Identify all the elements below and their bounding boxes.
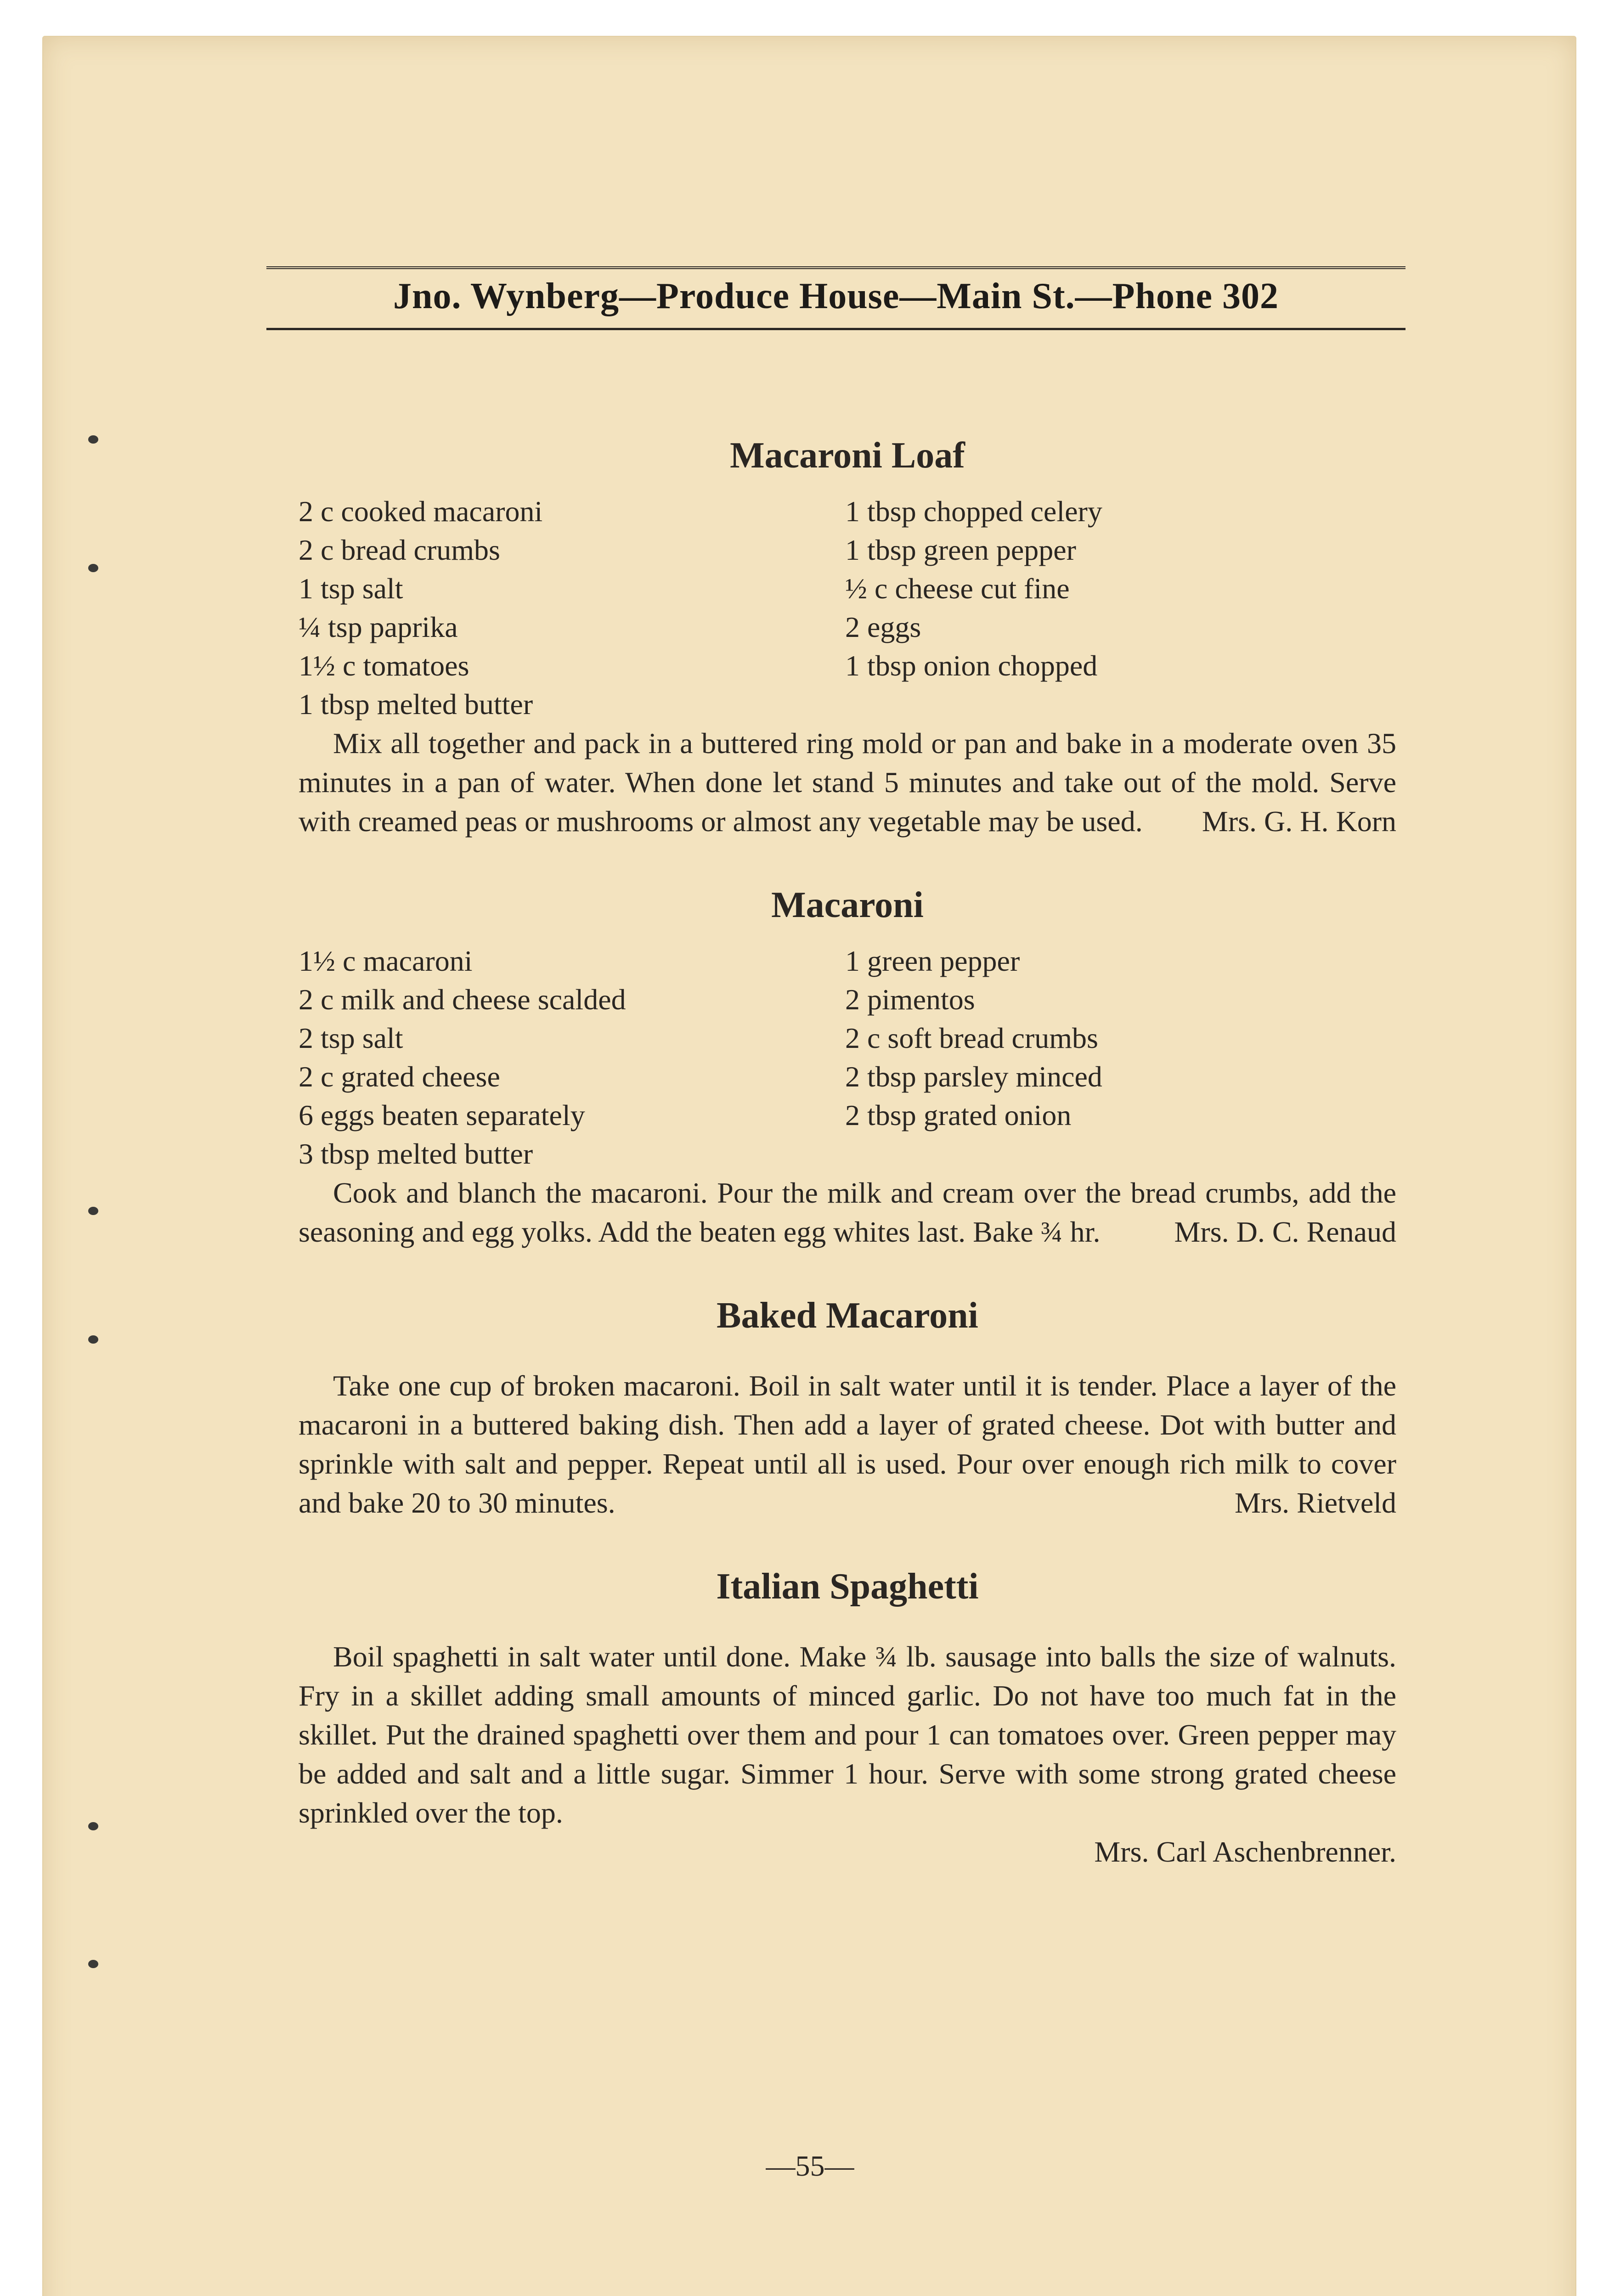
ingredient-item: 2 tbsp parsley minced xyxy=(845,1060,1102,1093)
punch-hole-mark xyxy=(88,1822,98,1830)
recipe-directions xyxy=(299,1366,1396,1522)
ingredient-item: 1½ c macaroni xyxy=(299,945,473,977)
punch-hole-mark xyxy=(88,1335,98,1344)
ingredient-item: 1½ c tomatoes xyxy=(299,649,469,682)
ingredient-item: 2 c soft bread crumbs xyxy=(845,1022,1098,1054)
recipe-directions xyxy=(299,1637,1396,1832)
ingredient-item: 2 c bread crumbs xyxy=(299,534,500,566)
recipe-macaroni-loaf xyxy=(299,437,1396,841)
ingredient-column-left xyxy=(299,942,845,1173)
punch-hole-mark xyxy=(88,1207,98,1215)
recipe-title: Baked Macaroni xyxy=(717,1295,978,1336)
recipe-content xyxy=(299,413,1396,1871)
ingredient-item: 1 tbsp onion chopped xyxy=(845,649,1098,682)
recipe-author: Mrs. Carl Aschenbrenner. xyxy=(1094,1835,1396,1868)
ingredient-item: 2 c grated cheese xyxy=(299,1060,500,1093)
directions-text: Mix all together and pack in a buttered ring mold or pan and bake in a moderate oven 35 minutes in a pan of water. When done let stand 5 minutes and take out of the mold. Serve with creamed peas or mushrooms or almost any vegetable may be used. xyxy=(299,727,1396,838)
page-header: Jno. Wynberg—Produce House—Main St.—Phone 302 xyxy=(266,266,1406,330)
ingredient-item: 6 eggs beaten separately xyxy=(299,1099,585,1131)
page-number: —55— xyxy=(766,2150,854,2182)
recipe-directions xyxy=(299,1173,1396,1251)
ingredient-item: 1 tbsp chopped celery xyxy=(845,495,1102,528)
recipe-title: Italian Spaghetti xyxy=(716,1566,979,1607)
recipe-title: Macaroni xyxy=(771,885,924,925)
punch-hole-mark xyxy=(88,435,98,444)
ingredient-item: 3 tbsp melted butter xyxy=(299,1137,533,1170)
recipe-author: Mrs. Rietveld xyxy=(1235,1486,1396,1519)
recipe-baked-macaroni xyxy=(299,1297,1396,1522)
ingredient-item: ¼ tsp paprika xyxy=(299,611,458,643)
ingredient-item: 2 c milk and cheese scalded xyxy=(299,983,626,1016)
directions-text: Boil spaghetti in salt water until done. Make ¾ lb. sausage into balls the size of walnuts. Fry in a skillet adding small amounts of minced garlic. Do not have too much fat in the skillet. Put the drained spaghetti over them and pour 1 can tomatoes over. Green pepper may be added and salt and a little sugar. Simmer 1 hour. Serve with some strong grated cheese sprinkled over the top. xyxy=(299,1640,1396,1829)
recipe-italian-spaghetti xyxy=(299,1568,1396,1871)
ingredient-item: 2 c cooked macaroni xyxy=(299,495,543,528)
recipe-title: Macaroni Loaf xyxy=(730,435,965,476)
ingredient-column-right xyxy=(845,492,1396,724)
ingredient-item: 1 green pepper xyxy=(845,945,1020,977)
ingredient-item: 1 tbsp melted butter xyxy=(299,688,533,720)
ingredient-item: 2 tsp salt xyxy=(299,1022,403,1054)
ingredient-item: ½ c cheese cut fine xyxy=(845,572,1070,605)
directions-text: Take one cup of broken macaroni. Boil in salt water until it is tender. Place a layer of the macaroni in a buttered baking dish. Then add a layer of grated cheese. Dot with butter and sprinkle with salt and pepper. Repeat until all is used. Pour over enough rich milk to cover and bake 20 to 30 minutes. xyxy=(299,1369,1396,1519)
ingredient-item: 2 pimentos xyxy=(845,983,975,1016)
recipe-author: Mrs. D. C. Renaud xyxy=(1174,1216,1396,1248)
recipe-directions xyxy=(299,724,1396,841)
ingredient-item: 2 eggs xyxy=(845,611,921,643)
punch-hole-mark xyxy=(88,564,98,572)
ingredient-column-left xyxy=(299,492,845,724)
ingredient-item: 1 tbsp green pepper xyxy=(845,534,1076,566)
ingredient-item: 1 tsp salt xyxy=(299,572,403,605)
recipe-author: Mrs. G. H. Korn xyxy=(1202,805,1396,838)
recipe-macaroni xyxy=(299,887,1396,1251)
ingredient-list xyxy=(299,492,1396,724)
punch-hole-mark xyxy=(88,1960,98,1968)
ingredient-item: 2 tbsp grated onion xyxy=(845,1099,1072,1131)
directions-text: Cook and blanch the macaroni. Pour the milk and cream over the bread crumbs, add the seasoning and egg yolks. Add the beaten egg whites last. Bake ¾ hr. xyxy=(299,1176,1396,1248)
ingredient-list xyxy=(299,942,1396,1173)
ingredient-column-right xyxy=(845,942,1396,1173)
